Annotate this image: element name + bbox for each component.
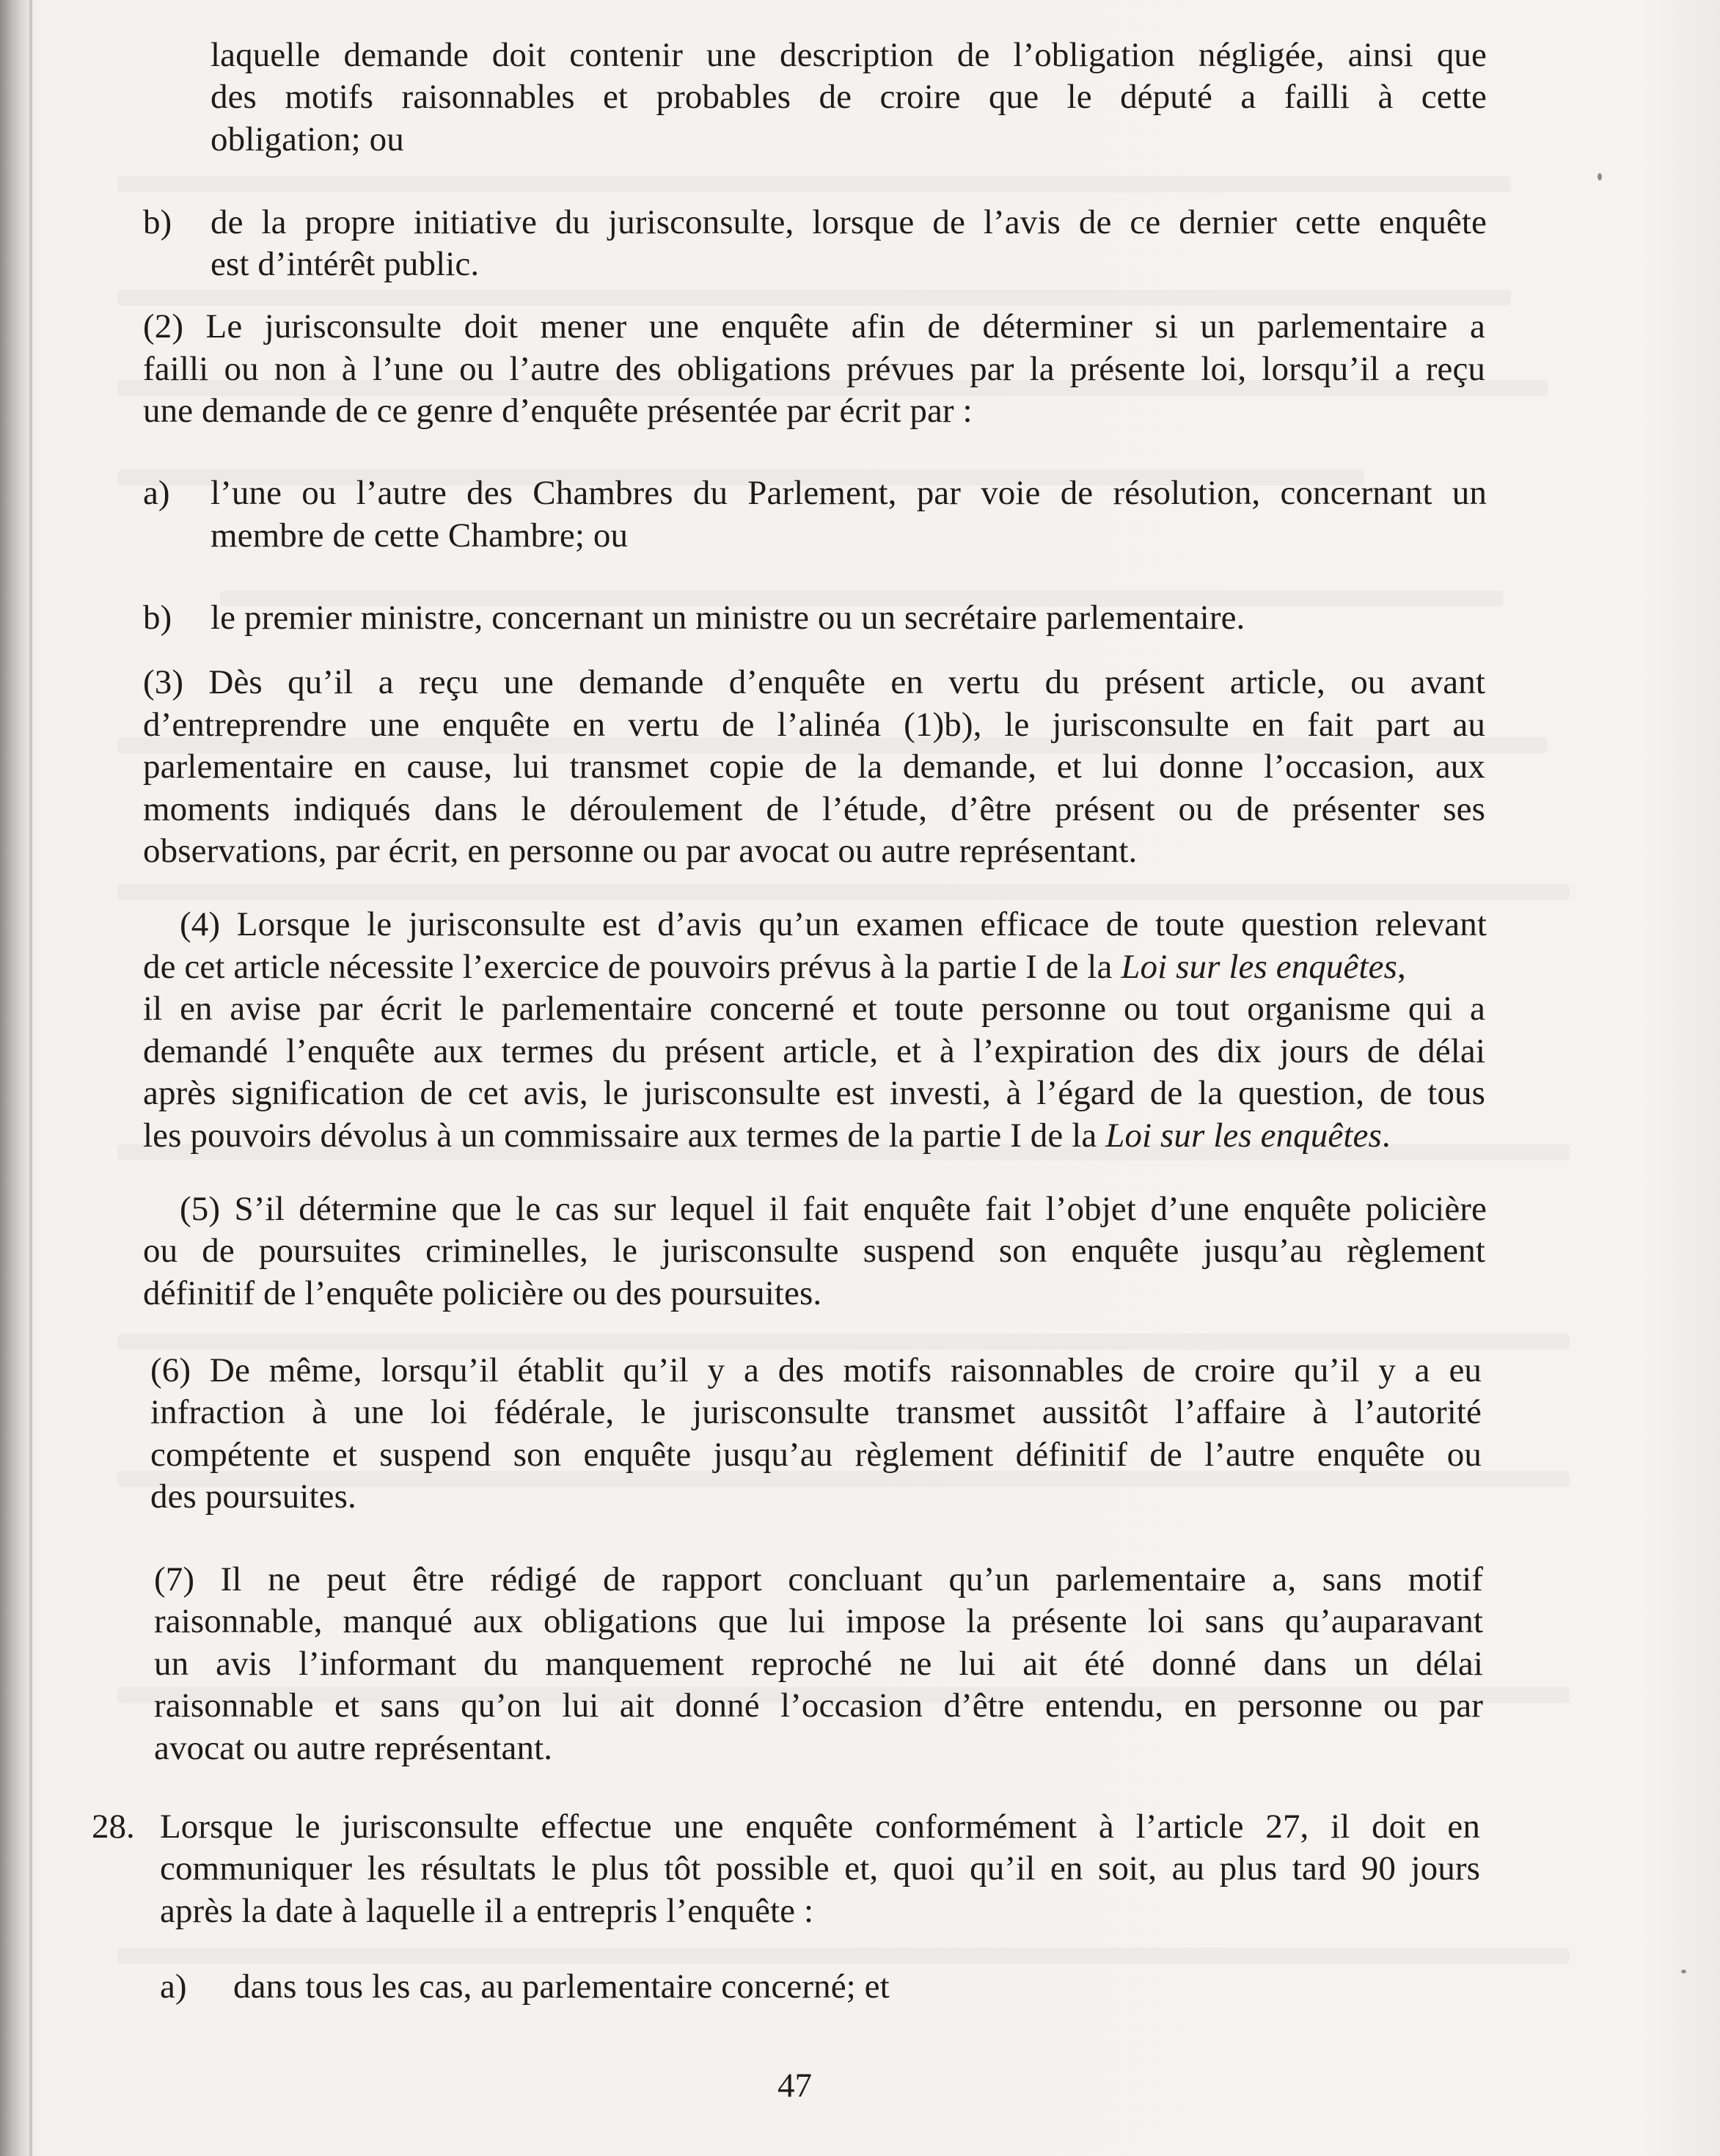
text-line: parlementaire en cause, lui transmet copie de la demande, et lui donne l’occasion, aux — [143, 748, 1485, 786]
scan-speck — [1598, 173, 1602, 180]
text-line: (2) Le jurisconsulte doit mener une enquête afin de déterminer si un parlementaire a — [143, 307, 1485, 346]
text-line: raisonnable, manqué aux obligations que lui impose la présente loi sans qu’auparavant — [154, 1602, 1483, 1640]
text-line: raisonnable et sans qu’on lui ait donné l’occasion d’être entendu, en personne ou par — [154, 1687, 1483, 1725]
text-line: l’une ou l’autre des Chambres du Parlement, par voie de résolution, concernant un — [211, 474, 1487, 512]
text-line: une demande de ce genre d’enquête présentée par écrit par : — [143, 392, 973, 430]
text-line: Lorsque le jurisconsulte effectue une enquête conformément à l’article 27, il doit en — [160, 1808, 1480, 1846]
text-span: . — [1381, 1117, 1391, 1155]
page-number: 47 — [777, 2067, 812, 2105]
text-line — [143, 1115, 1391, 1156]
text-span: , — [1397, 948, 1406, 986]
text-span: de cet article nécessite l’exercice de pouvoirs prévus à la partie I de la — [143, 948, 1113, 986]
text-line: observations, par écrit, en personne ou par avocat ou autre représentant. — [143, 832, 1138, 870]
scan-speck — [1681, 1970, 1686, 1973]
text-line: (6) De même, lorsqu’il établit qu’il y a des motifs raisonnables de croire qu’il y a eu — [150, 1351, 1482, 1389]
text-line: de la propre initiative du jurisconsulte, lorsque de l’avis de ce dernier cette enquête — [211, 203, 1487, 241]
text-line: avocat ou autre représentant. — [154, 1729, 553, 1767]
italic-title: Loi sur les enquêtes — [1121, 948, 1397, 986]
text-line: (4) Lorsque le jurisconsulte est d’avis qu’un examen efficace de toute question relevant — [180, 905, 1487, 943]
section-number: 28. — [92, 1808, 135, 1846]
text-line: d’entreprendre une enquête en vertu de l’alinéa (1)b), le jurisconsulte en fait part au — [143, 706, 1485, 744]
text-line: des poursuites. — [150, 1477, 356, 1516]
paragraph-marker-b: b) — [143, 599, 172, 637]
text-line: membre de cette Chambre; ou — [211, 516, 629, 555]
text-line: après la date à laquelle il a entrepris l’enquête : — [160, 1892, 814, 1930]
text-line: obligation; ou — [211, 120, 404, 158]
text-line — [143, 946, 1406, 987]
text-line: compétente et suspend son enquête jusqu’au règlement définitif de l’autre enquête ou — [150, 1436, 1482, 1474]
paragraph-marker-b: b) — [143, 203, 172, 241]
paragraph-marker-a: a) — [160, 1967, 187, 2006]
italic-title: Loi sur les enquêtes — [1105, 1117, 1382, 1155]
text-line: failli ou non à l’une ou l’autre des obligations prévues par la présente loi, lorsqu’il a reçu — [143, 350, 1485, 388]
text-line: communiquer les résultats le plus tôt possible et, quoi qu’il en soit, au plus tard 90 jours — [160, 1849, 1480, 1888]
text-line: (7) Il ne peut être rédigé de rapport concluant qu’un parlementaire a, sans motif — [154, 1560, 1483, 1598]
text-line: demandé l’enquête aux termes du présent article, et à l’expiration des dix jours de délai — [143, 1032, 1485, 1070]
text-line: un avis l’informant du manquement reproché ne lui ait été donné dans un délai — [154, 1645, 1483, 1683]
text-line: laquelle demande doit contenir une description de l’obligation négligée, ainsi que — [211, 36, 1487, 74]
text-line: ou de poursuites criminelles, le jurisconsulte suspend son enquête jusqu’au règlement — [143, 1232, 1485, 1270]
text-line: définitif de l’enquête policière ou des poursuites. — [143, 1274, 822, 1312]
text-line: est d’intérêt public. — [211, 245, 480, 283]
text-line: des motifs raisonnables et probables de croire que le député a failli à cette — [211, 78, 1487, 116]
text-line: le premier ministre, concernant un ministre ou un secrétaire parlementaire. — [211, 599, 1245, 637]
text-line: infraction à une loi fédérale, le jurisconsulte transmet aussitôt l’affaire à l’autorité — [150, 1393, 1482, 1431]
text-line: (3) Dès qu’il a reçu une demande d’enquête en vertu du présent article, ou avant — [143, 663, 1485, 701]
text-line: après signification de cet avis, le jurisconsulte est investi, à l’égard de la question, de tous — [143, 1074, 1485, 1112]
text-line: il en avise par écrit le parlementaire concerné et toute personne ou tout organisme qui a — [143, 990, 1485, 1028]
text-line: moments indiqués dans le déroulement de l’étude, d’être présent ou de présenter ses — [143, 790, 1485, 828]
text-line: dans tous les cas, au parlementaire concerné; et — [233, 1967, 890, 2006]
text-line: (5) S’il détermine que le cas sur lequel il fait enquête fait l’objet d’une enquête policière — [180, 1190, 1487, 1228]
text-span: les pouvoirs dévolus à un commissaire aux termes de la partie I de la — [143, 1117, 1097, 1155]
paragraph-marker-a: a) — [143, 474, 170, 512]
